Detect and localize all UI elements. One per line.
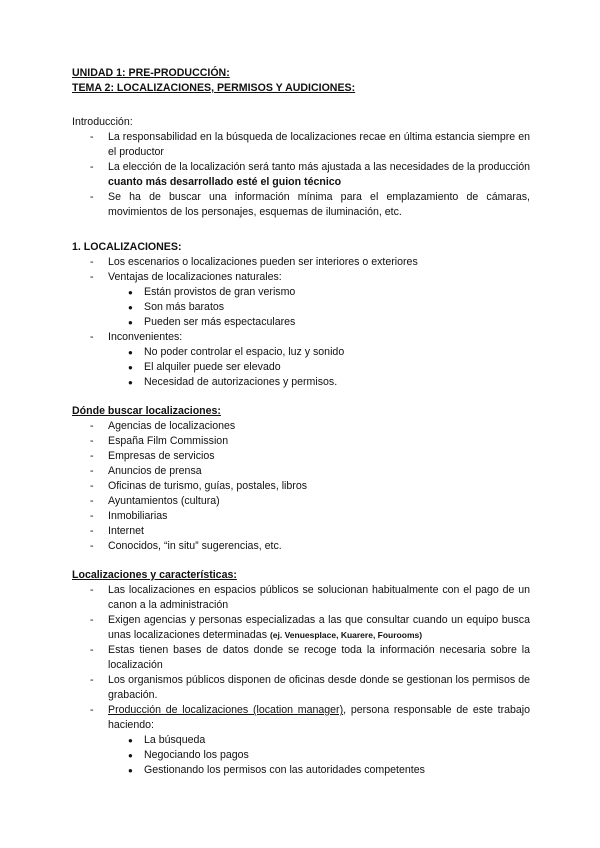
localizaciones-list <box>72 255 530 390</box>
list-item <box>108 613 530 643</box>
section-heading-donde-buscar: Dónde buscar localizaciones: <box>72 405 221 417</box>
intro-list <box>72 130 530 220</box>
examples-note: (ej. Venuesplace, Kuarere, Fourooms) <box>269 630 423 640</box>
topic-title: TEMA 2: LOCALIZACIONES, PERMISOS Y AUDICIONES: <box>72 82 356 94</box>
drawbacks-list <box>108 345 530 390</box>
list-item: - Oficinas de turismo, guías, postales, libros <box>108 479 530 494</box>
list-item: - Se ha de buscar una información mínima para el emplazamiento de cámaras, movimientos de los personajes, esquemas de iluminación, etc. <box>108 190 530 220</box>
manager-tasks-list <box>108 733 530 778</box>
list-item: - Anuncios de prensa <box>108 464 530 479</box>
list-item-text: Ventajas de localizaciones naturales: <box>108 271 282 283</box>
bullet-item: ● El alquiler puede ser elevado <box>144 360 530 375</box>
location-manager-list <box>72 703 530 778</box>
list-item: - Estas tienen bases de datos donde se recoge toda la información necesaria sobre la localización <box>108 643 530 673</box>
list-item-text: Inconvenientes: <box>108 331 183 343</box>
list-item-text: , persona responsable de este trabajo haciendo: <box>108 704 531 731</box>
list-item: - Los escenarios o localizaciones pueden ser interiores o exteriores <box>108 255 530 270</box>
document-page <box>72 66 530 778</box>
list-item <box>108 160 530 190</box>
list-item <box>108 270 530 330</box>
list-item <box>108 703 530 778</box>
section-heading-caracteristicas: Localizaciones y características: <box>72 569 237 581</box>
bullet-item: ● Negociando los pagos <box>144 748 530 763</box>
list-item: - Conocidos, “in situ” sugerencias, etc. <box>108 539 530 554</box>
list-item-text: Exigen agencias y personas especializadas a las que consultar cuando un equipo busca unas localizaciones determinadas <box>108 614 530 641</box>
list-item: - Empresas de servicios <box>108 449 530 464</box>
list-item: - La responsabilidad en la búsqueda de localizaciones recae en última estancia siempre en el productor <box>108 130 530 160</box>
list-item-bold-text: cuanto más desarrollado esté el guion técnico <box>108 176 342 188</box>
list-item: - Las localizaciones en espacios públicos se solucionan habitualmente con el pago de un canon a la administración <box>108 583 530 613</box>
bullet-item: ● Son más baratos <box>144 300 530 315</box>
caracteristicas-list <box>72 583 530 703</box>
bullet-item: ● Están provistos de gran verismo <box>144 285 530 300</box>
bullet-item: ● La búsqueda <box>144 733 530 748</box>
list-item: - Agencias de localizaciones <box>108 419 530 434</box>
location-manager-term: Producción de localizaciones (location manager) <box>108 704 344 716</box>
bullet-item: ● Gestionando los permisos con las autoridades competentes <box>144 763 530 778</box>
list-item: - Los organismos públicos disponen de oficinas desde donde se gestionan los permisos de grabación. <box>108 673 530 703</box>
unit-title: UNIDAD 1: PRE-PRODUCCIÓN: <box>72 67 230 79</box>
list-item-text: La elección de la localización será tanto más ajustada a las necesidades de la producción <box>108 161 530 173</box>
advantages-list <box>108 285 530 330</box>
bullet-item: ● Necesidad de autorizaciones y permisos. <box>144 375 530 390</box>
bullet-item: ● Pueden ser más espectaculares <box>144 315 530 330</box>
bullet-item: ● No poder controlar el espacio, luz y sonido <box>144 345 530 360</box>
list-item <box>108 330 530 390</box>
list-item: - Inmobiliarias <box>108 509 530 524</box>
list-item: - Ayuntamientos (cultura) <box>108 494 530 509</box>
donde-buscar-list <box>72 419 530 554</box>
list-item: - Internet <box>108 524 530 539</box>
section-heading-localizaciones: 1. LOCALIZACIONES: <box>72 241 182 253</box>
intro-label: Introducción: <box>72 116 133 128</box>
list-item: - España Film Commission <box>108 434 530 449</box>
